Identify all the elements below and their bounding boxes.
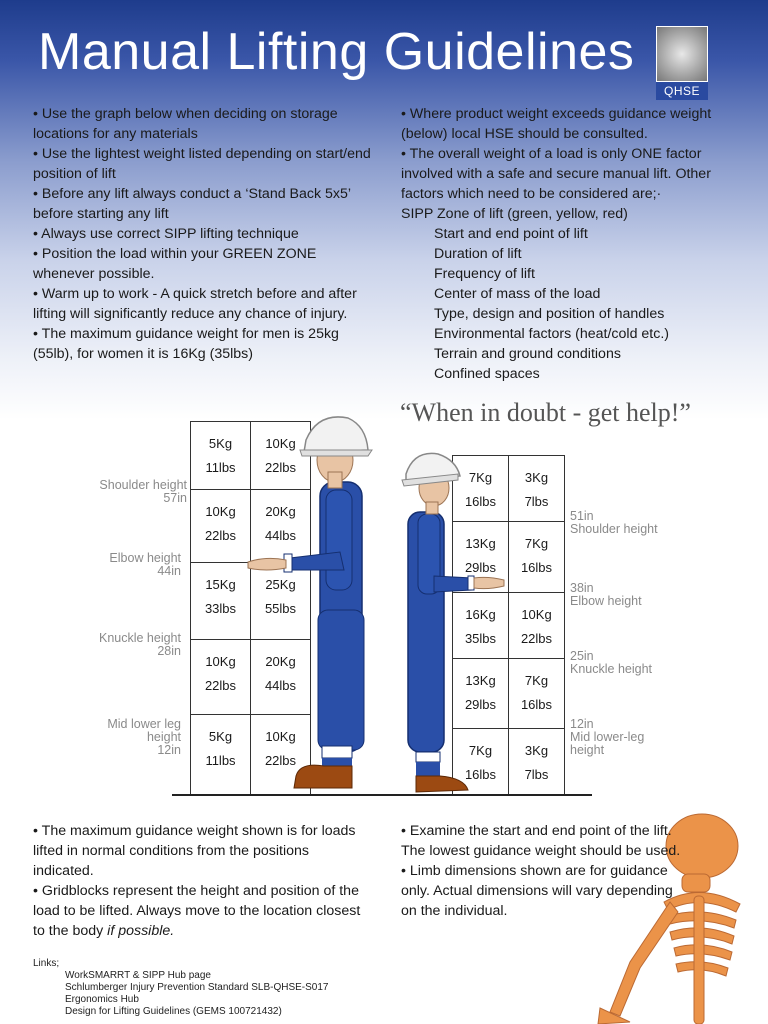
weight-kg: 25Kg: [265, 577, 296, 592]
weight-kg: 7Kg: [468, 743, 493, 758]
weight-cell: [508, 592, 565, 659]
bullet: • The overall weight of a load is only ONE factor involved with a safe and secure manual lift. Other factors which need to be considered are;·: [401, 146, 711, 202]
women-label-knuckle: [570, 650, 680, 676]
weight-kg: 13Kg: [465, 536, 496, 551]
weight-kg: 5Kg: [208, 436, 233, 451]
footer-bullet-text: • Gridblocks represent the height and position of the load to be lifted. Always move to the location closest to the body: [33, 883, 361, 939]
factor: Frequency of lift: [434, 266, 535, 282]
footer-bullet: • The maximum guidance weight shown is for loads lifted in normal conditions from the positions indicated.: [33, 823, 356, 879]
weight-lbs: 29lbs: [464, 697, 497, 712]
label-name: Shoulder height: [99, 478, 187, 492]
weight-lbs: 33lbs: [204, 601, 237, 616]
link-item[interactable]: WorkSMARRT & SIPP Hub page: [65, 970, 211, 981]
weight-lbs: 16lbs: [464, 767, 497, 782]
weight-lbs: 44lbs: [264, 528, 297, 543]
men-label-lowerleg: [90, 718, 181, 757]
bullet: • Position the load within your GREEN ZONE whenever possible.: [33, 246, 317, 282]
weight-lbs: 16lbs: [520, 560, 553, 575]
weight-lbs: 22lbs: [204, 528, 237, 543]
weight-lbs: 35lbs: [464, 631, 497, 646]
men-label-knuckle: [60, 632, 181, 658]
male-worker-figure: [240, 410, 375, 800]
label-name: Shoulder height: [570, 522, 658, 536]
left-bullets: [33, 104, 373, 364]
page-title: Manual Lifting Guidelines: [38, 23, 635, 81]
link-item[interactable]: Design for Lifting Guidelines (GEMS 100721432): [65, 1006, 282, 1017]
footer-italic: if possible.: [107, 923, 175, 939]
weight-kg: 10Kg: [265, 436, 296, 451]
weight-kg: 10Kg: [265, 729, 296, 744]
women-label-lowerleg: [570, 718, 660, 757]
male-body: [248, 417, 372, 788]
weight-cell: [508, 455, 565, 522]
label-name: Elbow height: [570, 594, 642, 608]
weight-lbs: 22lbs: [520, 631, 553, 646]
weight-kg: 7Kg: [468, 470, 493, 485]
footer-left: [33, 821, 373, 941]
link-item[interactable]: Schlumberger Injury Prevention Standard SLB-QHSE-S017: [65, 982, 329, 993]
weight-lbs: 44lbs: [264, 678, 297, 693]
factor: Start and end point of lift: [434, 226, 588, 242]
label-name: Knuckle height: [570, 662, 653, 676]
links-heading: Links;: [33, 958, 60, 969]
label-name: Knuckle height: [98, 631, 181, 645]
weight-lbs: 7lbs: [524, 494, 549, 509]
weight-kg: 3Kg: [524, 743, 549, 758]
weight-lbs: 22lbs: [204, 678, 237, 693]
factor: Environmental factors (heat/cold etc.): [434, 326, 669, 342]
label-value: 57in: [163, 491, 187, 505]
factor: Terrain and ground conditions: [434, 346, 621, 362]
label-value: 38in: [570, 581, 594, 595]
footer-right: [401, 821, 686, 921]
weight-kg: 16Kg: [465, 607, 496, 622]
link-item[interactable]: Ergonomics Hub: [65, 994, 139, 1005]
links-section: [33, 958, 328, 1018]
factor: Type, design and position of handles: [434, 306, 665, 322]
weight-cell: [508, 728, 565, 795]
weight-lbs: 29lbs: [464, 560, 497, 575]
weight-kg: 10Kg: [205, 654, 236, 669]
men-label-elbow: [60, 552, 181, 578]
bullet: • Where product weight exceeds guidance weight (below) local HSE should be consulted.: [401, 106, 712, 142]
factor: Confined spaces: [434, 366, 540, 382]
label-value: 51in: [570, 509, 594, 523]
factor: Center of mass of the load: [434, 286, 601, 302]
weight-kg: 20Kg: [265, 654, 296, 669]
weight-lbs: 11lbs: [205, 753, 236, 768]
weight-kg: 13Kg: [465, 673, 496, 688]
factor: Duration of lift: [434, 246, 522, 262]
floor-line: [172, 794, 592, 796]
bullet: • The maximum guidance weight for men is 25kg (55lb), for women it is 16Kg (35lbs): [33, 326, 339, 362]
weight-lbs: 16lbs: [464, 494, 497, 509]
label-value: 12in: [157, 743, 181, 757]
weight-cell: [508, 658, 565, 729]
female-worker-figure: [398, 452, 508, 797]
weight-kg: 5Kg: [208, 729, 233, 744]
label-value: 44in: [157, 564, 181, 578]
weight-kg: 10Kg: [521, 607, 552, 622]
label-value: 12in: [570, 717, 594, 731]
weight-kg: 7Kg: [524, 536, 549, 551]
footer-bullet: • Examine the start and end point of the lift. The lowest guidance weight should be used.: [401, 823, 681, 859]
weight-lbs: 22lbs: [264, 460, 297, 475]
female-body: [402, 453, 504, 792]
bullet: • Use the lightest weight listed depending on start/end position of lift: [33, 146, 371, 182]
weight-lbs: 22lbs: [264, 753, 297, 768]
weight-cell: [508, 521, 565, 593]
weight-kg: 15Kg: [205, 577, 236, 592]
globe-hands-icon: [656, 26, 708, 82]
bullet: • Use the graph below when deciding on storage locations for any materials: [33, 106, 338, 142]
footer-bullet: [33, 881, 373, 941]
weight-kg: 20Kg: [265, 504, 296, 519]
footer-bullet: • Limb dimensions shown are for guidance only. Actual dimensions will vary depending on the individual.: [401, 863, 673, 919]
logo-label: QHSE: [656, 82, 708, 100]
label-value: 28in: [157, 644, 181, 658]
bullet: • Warm up to work - A quick stretch before and after lifting will significantly reduce any chance of injury.: [33, 286, 357, 322]
women-label-elbow: [570, 582, 680, 608]
weight-kg: 3Kg: [524, 470, 549, 485]
weight-lbs: 16lbs: [520, 697, 553, 712]
weight-lbs: 55lbs: [264, 601, 297, 616]
weight-kg: 7Kg: [524, 673, 549, 688]
label-name: Mid lower leg height: [107, 717, 181, 744]
quote: “When in doubt - get help!”: [400, 398, 691, 427]
bullet: • Always use correct SIPP lifting technique: [33, 226, 299, 242]
weight-lbs: 11lbs: [205, 460, 236, 475]
right-bullets: [401, 104, 741, 384]
weight-kg: 10Kg: [205, 504, 236, 519]
bullet: • Before any lift always conduct a ‘Stand Back 5x5’ before starting any lift: [33, 186, 351, 222]
women-label-shoulder: [570, 510, 680, 536]
label-name: Elbow height: [109, 551, 181, 565]
qhse-logo: [656, 26, 708, 100]
label-value: 25in: [570, 649, 594, 663]
weight-lbs: 7lbs: [524, 767, 549, 782]
men-label-shoulder: [60, 479, 187, 505]
label-name: Mid lower-leg height: [570, 730, 645, 757]
zone-line: SIPP Zone of lift (green, yellow, red): [401, 206, 628, 222]
